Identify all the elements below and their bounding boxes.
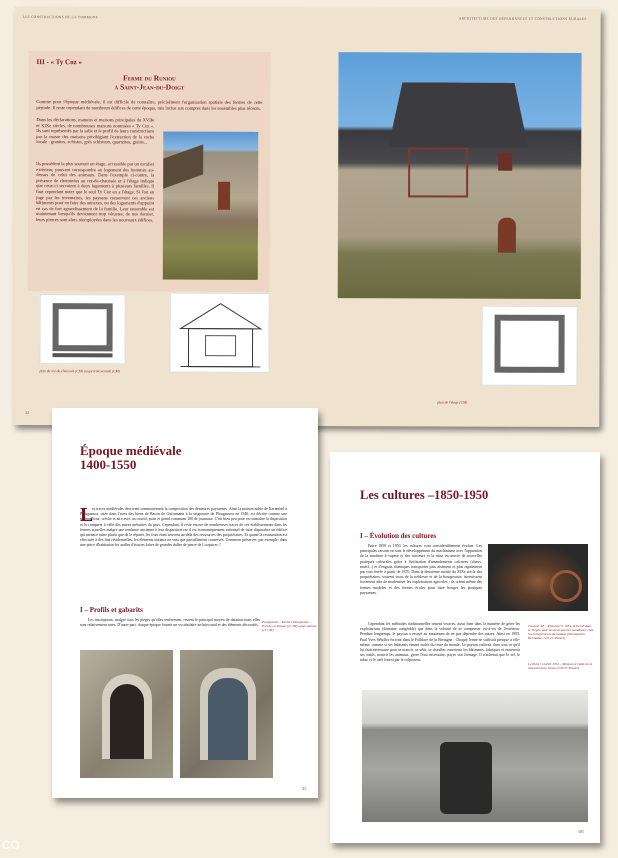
caption-harvest: Le Puits Crozérit 1952 – Moisson à l'aide de la moissonneuse lieuse (coll. D. Pouzet) <box>528 662 593 670</box>
harvest-bw-photo <box>362 690 588 822</box>
steam-tractor-photo <box>488 544 588 611</box>
intro-paragraph: Comme pour l'époque médiévale, il est difficile de connaître, précisément l'organisation spatiale des fermes de cette période. Il reste cependant de nombreux édifices de cette époque, mis inclus aux comptes dans les ensembles plus récents. <box>36 99 263 111</box>
paragraph-2: Ils possèdent la plus souvent un étage, accessible par un escalier extérieur, pouvant correspondre au logement des hommes au-dessus de celui des animaux. Dans l'exemple ci-contre, la présence de cheminées au rez-de-chaussée et à l'étage indique que ceux-ci servaient à deux logements à plusieurs familles. Il faut cependant noter que le seul Ty Coz en a l'étage. Si l'on en juge par les inventaires, les paysans conservent ces anciens bâtiments pour en faire des annexes, ou des logements d'appoint en cas de fort agrandissement de la famille. Leur ensemble est maintenant lorsqu'ils deviennent trop vétustes, de nos dernier, leurs pierres sont alors réemployées dans les nouveaux édifices. <box>35 161 155 223</box>
caption-tractor: Tracteur SF – Plouezoc'h, 1934, présenté dans le Trégor, avec les deux guerres mondiales, chez les entrepreneurs de battage (Plouégastes Kermadec, coll. D. Pouzet) <box>528 624 594 640</box>
body-text: Entre 1850 et 1950, les cultures vont considérablement évoluer. Les principales raisons en sont le développement du machinisme avec l'apparition de la machine à vapeur et des tracteurs et la mise en œuvre de nouvelles pratiques culturales grâce à l'utilisation d'amendements calcaires (chaux, maërl...) et d'engrais chimiques transportés plus aisément et plus rapidement par voie ferrée à partir de 1870. Dans la deuxième moitié du XIXe siècle des propriétaires, souvent issus de la noblesse et de la bourgeoisie, investissent fortement afin de moderniser les exploitations agricoles ; ils créent même des fermes modèles et des fermes écoles pour faire bouger les pratiques paysannes. <box>360 544 482 595</box>
page-les-cultures <box>330 452 600 843</box>
text-box <box>28 51 271 292</box>
runiou-farm-photo <box>338 52 582 299</box>
body-text: es traces médiévales décrivent sommairement la composition des demeures paysannes. Ainsi la maison noble de Kerambel à Plougasnou, citée dans l'aveu des biens de Bacon de Guisamann à la seigneurie de Plougasnou en 1540, est décrite comme une maison, four, crèche et aire avec un courtil, puits et grand communs 100 de journaux. C'est bien peu pour en connaître la disposition et la comparer à celle des autres métairies du pays. Cependant, il reste encore de nombreuses traces de ces établissements dans les fermes actuelles malgré une tendance ancienne à leur disparition car il est économiquement rationnel de faire disparaître un édifice qui menace ruine plutôt que de le réparer, les frais étant souvent au-delà des ressources des propriétaires. Et quand la restauration est effectuée à des fins résidentielles, les éléments initiaux ne sont que partiellement conservés. Comment préserver, par exemple, dans une pièce d'habitation les audles d'écuries faites de grandes dalles de pierre de Locquirec ? <box>80 507 287 548</box>
ground-floor-plan <box>39 294 125 364</box>
page-title <box>80 444 181 472</box>
page-title: Les cultures –1850-1950 <box>360 488 489 502</box>
book-spread-ty-coz <box>13 7 600 427</box>
page-number: 22 <box>25 410 30 416</box>
caption-plans-left: plan du rez-de-chaussée (CM) coupe transversale (CM) <box>39 369 120 374</box>
title-line-1: Ferme du Runiou <box>123 73 176 83</box>
title-line-2: à Saint-Jean-du-Doigt <box>114 82 185 92</box>
photo-caption: Plougasnou – Kerbiel Plougasnou – Porche en linteau (cl. JM) ogive spécule (cl. CM) <box>262 620 317 632</box>
farmhouse-photo <box>163 131 259 279</box>
section-heading: I – Évolution des cultures <box>360 532 437 540</box>
body-text-2: Cependant les méthodes traditionnelles restent vivaces, aussi bien dans la manière de gérer les exploitations (domaine congéable) que dans la volonté de se compenser vis-à-vis de l'extérieur. Pendant longtemps, le paysan a essayé au maximum de ne pas dépendre des autres. Ainsi en 1905, Paul Yves Sébillot écrivait dans le Folklore de la Bretagne : Chaque ferme se suffisait presque à elle-même, comme si ses habitants étaient isolés du reste du monde. Le paysan cultivait donc tout ce qu'il lui était nécessaire pour se nourrir, se vêtir, se chauffer, entretenir les bâtiments, fabriquer et entretenir ses outils, nourrir les animaux, gérer l'eau nécessaire, payer son fermage. Il n'achetait que le sel, le tabac et le café fourni par le colporteur. <box>360 622 520 663</box>
page-number: 101 <box>578 829 584 834</box>
upper-floor-plan <box>481 306 577 386</box>
page-number: 31 <box>302 786 306 791</box>
watermark: CO <box>2 838 20 852</box>
section-heading: I – Profils et gabarits <box>80 606 143 614</box>
paragraph-1: Dans les déclarations, manoirs et maisons principales du XVIIe et XIXe siècles, de nombreuses maisons nommées « Ty Coz ». Ils sont représentés par la salle et le profil de leurs constructions par la masse des maisons privilégiant l'extraction de la roche locale : granites, schistes, grès schisteux, quartzites, grains... <box>36 117 155 145</box>
body-text-2: Les inscriptions, malgré tous les pièges qu'elles renferment, restent le principal moyen de datation mais elles sont relativement rares. D'autre part, chaque époque fournit un vocabulaire architectural et des éléments décoratifs <box>80 618 260 628</box>
section-heading: III - « Ty Coz » <box>36 58 83 67</box>
caption-upper-floor: plan de l'étage (CM) <box>437 400 468 405</box>
article-title <box>28 73 270 92</box>
stone-doorway-photo <box>80 650 173 778</box>
title-line-2: 1400-1550 <box>80 457 137 472</box>
page-epoque-medievale <box>52 408 318 798</box>
title-line-1: Époque médiévale <box>80 443 182 458</box>
running-head-right: ARCHITECTURE DES DÉPENDANCES ET CONSTRUCTIONS RURALES <box>458 16 587 21</box>
wooden-door-photo <box>180 650 273 778</box>
drop-cap: L <box>80 504 94 526</box>
running-head-left: LES CONSTRUCTIONS DE LA COMMUNE <box>22 15 99 20</box>
cross-section-drawing <box>169 293 269 373</box>
